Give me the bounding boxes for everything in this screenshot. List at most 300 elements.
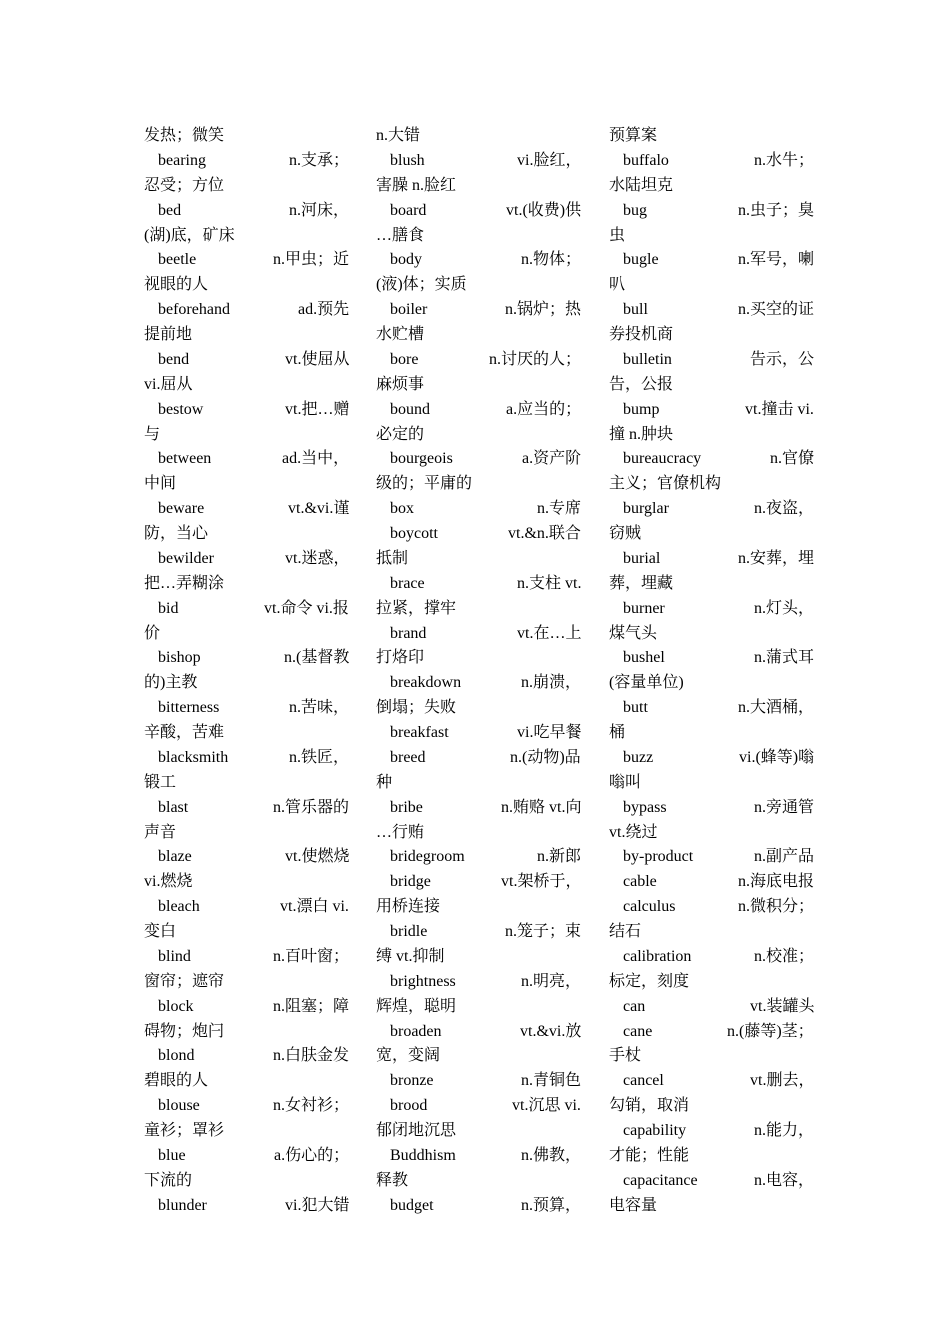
continuation-text: 提前地 [144,326,193,343]
entry-word: bump [623,400,660,418]
entry-line [609,447,814,472]
entry-definition: n.预算， [521,1196,582,1214]
entry-line [144,199,349,224]
entry-definition: n.安葬，埋 [738,549,815,567]
entry-definition: n.阻塞；障 [273,997,350,1015]
entry-word: blouse [158,1097,200,1115]
entry-word: box [390,500,414,518]
entry-line [144,547,349,572]
continuation-text: vi.燃烧 [144,873,193,891]
continuation-line [609,622,814,647]
entry-word: calibration [623,947,692,965]
entry-line [609,870,814,895]
entry-definition: n.虫子；臭 [738,201,815,219]
entry-line [144,1094,349,1119]
continuation-text: vi.屈从 [144,375,193,393]
entry-definition: n.物体； [521,251,582,269]
entry-line [144,796,349,821]
entry-word: blond [158,1047,195,1065]
continuation-line [376,124,581,149]
entry-definition: n.佛教， [521,1146,582,1164]
continuation-text: 结石 [609,923,642,940]
entry-line [376,1194,581,1219]
continuation-line [376,995,581,1020]
continuation-line [144,224,349,249]
entry-definition: n.铁匠， [289,748,350,766]
continuation-line [144,1169,349,1194]
continuation-line [376,323,581,348]
continuation-line [376,1044,581,1069]
entry-line [376,199,581,224]
entry-definition: vt.使屈从 [285,350,350,368]
continuation-line [609,1144,814,1169]
entry-definition: n.女衬衫； [273,1097,350,1115]
continuation-line [609,273,814,298]
entry-definition: vt.使燃烧 [285,848,350,866]
continuation-line [144,870,349,895]
entry-word: budget [390,1196,434,1214]
continuation-line [144,423,349,448]
continuation-line [609,821,814,846]
continuation-text: 中间 [144,475,177,493]
entry-word: burial [623,549,661,567]
entry-word: bridge [390,873,431,891]
entry-word: cane [623,1022,653,1040]
continuation-line [144,1069,349,1094]
continuation-line [609,1094,814,1119]
entry-definition: vt.&vi.谨 [288,500,350,518]
entry-line [609,1169,814,1194]
continuation-text: 宽，变阔 [376,1047,441,1065]
entry-word: calculus [623,898,676,916]
entry-word: bound [390,400,430,418]
entry-word: by-product [623,848,694,866]
entry-line [144,646,349,671]
entry-line [144,398,349,423]
continuation-text: (液)体；实质 [376,276,467,294]
entry-word: Buddhism [390,1146,456,1164]
continuation-line [376,821,581,846]
entry-definition: a.资产阶 [522,450,582,468]
continuation-line [376,373,581,398]
entry-word: broaden [390,1022,442,1040]
continuation-text: (容量单位) [609,674,684,692]
entry-word: bypass [623,798,667,816]
entry-word: board [390,201,427,219]
continuation-text: 水陆坦克 [609,176,674,194]
entry-definition: vt.&n.联合 [508,525,581,542]
column-2 [376,124,581,1219]
continuation-text: 必定的 [376,425,425,443]
continuation-line [609,174,814,199]
entry-line [376,572,581,597]
continuation-line [144,273,349,298]
entry-definition: n.甲虫；近 [273,251,350,269]
entry-definition: vt.删去， [750,1072,815,1090]
continuation-line [609,970,814,995]
entry-word: brace [390,574,425,592]
entry-word: bid [158,599,179,617]
entry-definition: vt.&vi.放 [520,1022,582,1040]
entry-word: capability [623,1122,687,1139]
entry-word: block [158,997,194,1015]
continuation-text: 辛酸，苦难 [144,724,225,741]
entry-definition: n.旁通管 [754,798,815,816]
entry-line [144,1144,349,1169]
continuation-text: 标定，刻度 [609,972,690,990]
entry-line [609,796,814,821]
entry-word: bend [158,350,190,368]
entry-line [144,447,349,472]
entry-word: breed [390,748,426,766]
entry-definition: vi.(蜂等)嗡 [739,748,815,766]
continuation-text: 童衫；罩衫 [144,1122,225,1139]
entry-definition: n.(动物)品 [510,748,581,766]
entry-word: blue [158,1146,186,1164]
entry-line [609,149,814,174]
entry-word: blind [158,947,191,965]
entry-line [144,248,349,273]
entry-line [144,497,349,522]
entry-line [144,995,349,1020]
entry-word: bushel [623,649,665,667]
entry-word: blunder [158,1196,207,1214]
continuation-text: 与 [144,425,161,443]
continuation-text: 防，当心 [144,525,209,542]
entry-line [609,398,814,423]
entry-definition: n.军号，喇 [738,251,815,269]
entry-word: bleach [158,898,200,916]
entry-definition: n.新郎 [537,848,582,866]
entry-definition: n.崩溃， [521,674,582,692]
entry-line [376,522,581,547]
entry-word: bugle [623,251,659,269]
entry-line [609,348,814,373]
continuation-text: 下流的 [144,1171,193,1189]
continuation-text: …行贿 [376,823,425,841]
entry-line [144,149,349,174]
entry-word: bishop [158,649,201,667]
entry-definition: a.应当的； [506,400,582,418]
entry-word: body [390,251,422,269]
entry-line [376,920,581,945]
continuation-text: 虫 [609,226,626,244]
entry-definition: a.伤心的； [274,1146,350,1164]
entry-definition: n.(藤等)茎； [727,1022,814,1040]
continuation-line [609,771,814,796]
continuation-line [609,721,814,746]
continuation-line [609,423,814,448]
entry-line [609,1020,814,1045]
continuation-text: vt.绕过 [609,823,658,841]
entry-word: blast [158,798,189,816]
entry-word: burner [623,599,665,617]
entry-line [376,970,581,995]
entry-definition: n.水牛； [754,151,815,169]
entry-word: butt [623,699,648,717]
entry-word: bestow [158,400,204,418]
continuation-text: 辉煌，聪明 [376,997,457,1015]
continuation-text: 变白 [144,923,177,940]
entry-word: cancel [623,1072,664,1090]
entry-word: bridle [390,923,428,940]
entry-definition: n.青铜色 [521,1072,582,1090]
entry-line [376,149,581,174]
entry-definition: vt.迷惑， [285,549,350,567]
entry-definition: n.百叶窗； [273,947,350,965]
continuation-text: 才能；性能 [609,1146,690,1164]
entry-word: bore [390,350,419,368]
continuation-line [376,646,581,671]
continuation-line [144,174,349,199]
entry-word: bureaucracy [623,450,702,468]
continuation-text: 碧眼的人 [144,1072,209,1090]
entry-word: bull [623,301,648,319]
continuation-text: 把…弄糊涂 [144,574,225,592]
entry-word: brood [390,1097,428,1115]
entry-definition: vt.命令 vi.报 [264,599,349,617]
entry-line [609,1119,814,1144]
continuation-line [609,323,814,348]
entry-word: breakfast [390,724,449,741]
entry-line [144,696,349,721]
continuation-line [609,572,814,597]
entry-word: breakdown [390,674,462,692]
entry-word: buzz [623,748,654,766]
continuation-line [144,124,349,149]
entry-definition: n.贿赂 vt.向 [501,798,582,816]
continuation-line [609,671,814,696]
continuation-line [609,373,814,398]
entry-line [144,298,349,323]
continuation-text: 郁闭地沉思 [376,1122,457,1139]
entry-line [144,945,349,970]
entry-line [376,298,581,323]
continuation-text: 叭 [609,276,626,294]
entry-line [609,845,814,870]
entry-definition: n.明亮， [521,972,582,990]
continuation-line [609,920,814,945]
entry-line [609,746,814,771]
continuation-text: 券投机商 [609,326,674,343]
continuation-text: 倒塌；失败 [376,699,457,717]
continuation-text: 麻烦事 [376,375,425,393]
entry-word: buffalo [623,151,669,169]
continuation-line [376,1169,581,1194]
continuation-text: 用桥连接 [376,898,441,916]
continuation-text: 发热；微笑 [144,127,225,144]
entry-line [609,895,814,920]
continuation-text: 窃贼 [609,525,642,542]
entry-word: cable [623,873,657,891]
entry-definition: n.能力， [754,1122,815,1139]
entry-definition: vt.装罐头 [750,997,815,1015]
continuation-line [376,472,581,497]
entry-word: brand [390,624,427,642]
entry-word: bitterness [158,699,220,717]
entry-line [144,895,349,920]
entry-line [376,746,581,771]
continuation-line [144,323,349,348]
entry-word: burglar [623,500,669,518]
continuation-line [376,174,581,199]
continuation-line [144,821,349,846]
entry-line [609,995,814,1020]
entry-word: bribe [390,798,423,816]
entry-word: beetle [158,251,197,269]
entry-line [144,1194,349,1219]
continuation-text: 告，公报 [609,375,674,393]
entry-definition: n.副产品 [754,848,815,866]
continuation-text: 级的；平庸的 [376,475,473,493]
continuation-line [609,472,814,497]
continuation-text: (湖)底，矿床 [144,226,235,244]
continuation-text: 抵制 [376,549,409,567]
entry-definition: n.专席 [537,500,582,518]
entry-line [609,696,814,721]
continuation-text: 电容量 [609,1196,658,1214]
continuation-text: 忍受；方位 [144,176,225,194]
continuation-line [144,373,349,398]
entry-definition: 告示，公 [750,350,815,368]
continuation-text: 种 [376,773,393,791]
entry-line [376,348,581,373]
entry-line [609,199,814,224]
entry-definition: vi.脸红， [517,151,582,169]
entry-word: boycott [390,525,438,542]
continuation-line [376,597,581,622]
entry-word: bed [158,201,182,219]
entry-line [376,721,581,746]
entry-definition: n.官僚 [770,450,815,468]
entry-definition: vt.漂白 vi. [280,898,349,916]
entry-definition: n.苦味， [289,699,350,717]
entry-line [144,348,349,373]
entry-definition: n.夜盗， [754,500,815,518]
continuation-text: 锻工 [144,773,177,791]
entry-definition: n.大酒桶， [738,699,815,717]
entry-definition: n.灯头， [754,599,815,617]
entry-word: between [158,450,212,468]
entry-word: beforehand [158,301,230,319]
entry-word: capacitance [623,1171,698,1189]
continuation-text: 撞 n.肿块 [609,425,674,443]
entry-line [376,1069,581,1094]
continuation-line [609,522,814,547]
continuation-text: 桶 [609,724,626,741]
entry-word: brightness [390,972,456,990]
entry-line [376,796,581,821]
continuation-text: …膳食 [376,226,425,244]
continuation-text: 视眼的人 [144,276,209,294]
continuation-line [144,522,349,547]
entry-definition: vt.在…上 [517,624,582,642]
entry-line [376,622,581,647]
entry-word: blacksmith [158,748,229,766]
continuation-text: 害臊 n.脸红 [376,176,457,194]
entry-definition: vi.犯大错 [285,1196,350,1214]
entry-definition: n.(基督教 [284,649,350,667]
continuation-text: 窗帘；遮帘 [144,972,225,990]
entry-definition: n.校准； [754,947,815,965]
entry-line [144,746,349,771]
continuation-line [376,224,581,249]
continuation-text: 勾销，取消 [609,1097,690,1115]
continuation-text: 手杖 [609,1047,642,1065]
continuation-line [144,920,349,945]
entry-definition: vt.(收费)供 [506,201,582,219]
entry-definition: n.河床， [289,201,350,219]
entry-definition: ad.预先 [298,301,350,319]
entry-definition: vt.撞击 vi. [745,400,814,418]
entry-word: bewilder [158,549,214,567]
entry-definition: n.管乐器的 [273,798,350,816]
entry-word: bulletin [623,350,672,368]
entry-definition: vt.架桥于， [501,873,582,891]
entry-definition: ad.当中， [282,450,350,468]
entry-line [144,1044,349,1069]
entry-definition: n.支柱 vt. [517,574,582,592]
continuation-text: 声音 [144,823,177,841]
continuation-line [376,771,581,796]
entry-line [144,597,349,622]
continuation-text: 缚 vt.抑制 [376,947,445,965]
continuation-text: 葬，埋藏 [609,574,674,592]
continuation-line [376,547,581,572]
continuation-text: 嗡叫 [609,773,642,791]
continuation-line [376,696,581,721]
entry-definition: n.讨厌的人； [489,350,582,368]
continuation-line [376,423,581,448]
continuation-line [144,721,349,746]
entry-definition: n.笼子；束 [505,923,582,940]
continuation-line [376,895,581,920]
entry-word: beware [158,500,205,518]
entry-definition: vt.把…赠 [285,400,350,418]
entry-line [376,870,581,895]
entry-line [609,1069,814,1094]
entry-line [609,646,814,671]
continuation-line [144,472,349,497]
column-1 [144,124,349,1219]
entry-line [609,248,814,273]
entry-word: boiler [390,301,428,319]
continuation-line [609,124,814,149]
entry-definition: n.锅炉；热 [505,301,582,319]
entry-word: bourgeois [390,450,453,468]
entry-line [376,398,581,423]
continuation-line [144,970,349,995]
entry-definition: vi.吃早餐 [517,724,582,741]
entry-definition: n.电容， [754,1171,815,1189]
continuation-line [144,1020,349,1045]
entry-definition: n.支承； [289,151,350,169]
continuation-text: 价 [144,624,161,642]
entry-definition: n.微积分； [738,898,815,916]
continuation-line [376,1119,581,1144]
continuation-line [609,1194,814,1219]
entry-line [376,447,581,472]
continuation-line [144,622,349,647]
continuation-line [144,1119,349,1144]
entry-definition: n.蒲式耳 [754,649,815,667]
entry-word: blaze [158,848,192,866]
entry-line [609,597,814,622]
continuation-text: 煤气头 [609,624,658,642]
entry-line [609,945,814,970]
column-3 [609,124,814,1219]
continuation-text: 预算案 [609,127,658,144]
